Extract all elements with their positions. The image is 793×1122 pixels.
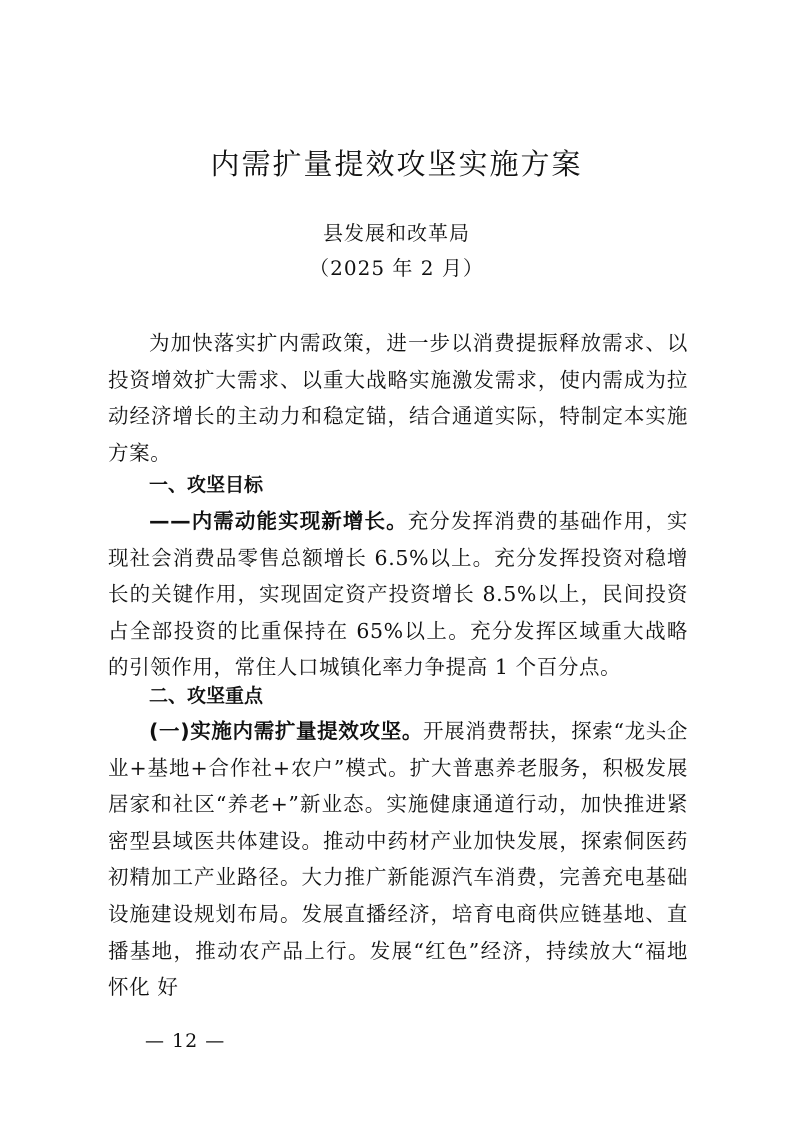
document-date: （2025 年 2 月） (309, 256, 484, 280)
goals-text: 充分发挥消费的基础作用，实现社会消费品零售总额增长 6.5%以上。充分发挥投资对稳增长的关键作用，实现固定资产投资增长 8.5%以上，民间投资占全部投资的比重保持在 65%以上。充分发挥区域重大战略的引领作用，常住人口城镇化率力争提高 1 个百分点。 (108, 509, 688, 680)
goals-paragraph (108, 503, 688, 686)
page-number: — 12 — (145, 1030, 226, 1052)
focus-lead: (一)实施内需扩量提效攻坚。 (149, 719, 423, 743)
intro-paragraph: 为加快落实扩内需政策，进一步以消费提振释放需求、以投资增效扩大需求、以重大战略实施激发需求，使内需成为拉动经济增长的主动力和稳定锚，结合通道实际，特制定本实施方案。 (108, 331, 688, 465)
document-author: 县发展和改革局 (323, 221, 470, 245)
focus-text: 开展消费帮扶，探索“龙头企业+基地+合作社+农户”模式。扩大普惠养老服务，积极发展居家和社区“养老+”新业态。实施健康通道行动，加快推进紧密型县域医共体建设。推动中药材产业加快发展，探索侗医药初精加工产业路径。大力推广新能源汽车消费，完善充电基础设施建设规划布局。发展直播经济，培育电商供应链基地、直播基地，推动农产品上行。发展“红色”经济，持续放大“福地怀化 好 (108, 719, 689, 1000)
document-title: 内需扩量提效攻坚实施方案 (210, 147, 583, 181)
goals-lead: ——内需动能实现新增长。 (149, 509, 408, 533)
section-heading-goals: 一、攻坚目标 (149, 474, 264, 496)
section-heading-focus: 二、攻坚重点 (149, 685, 264, 707)
focus-paragraph (108, 713, 688, 1006)
